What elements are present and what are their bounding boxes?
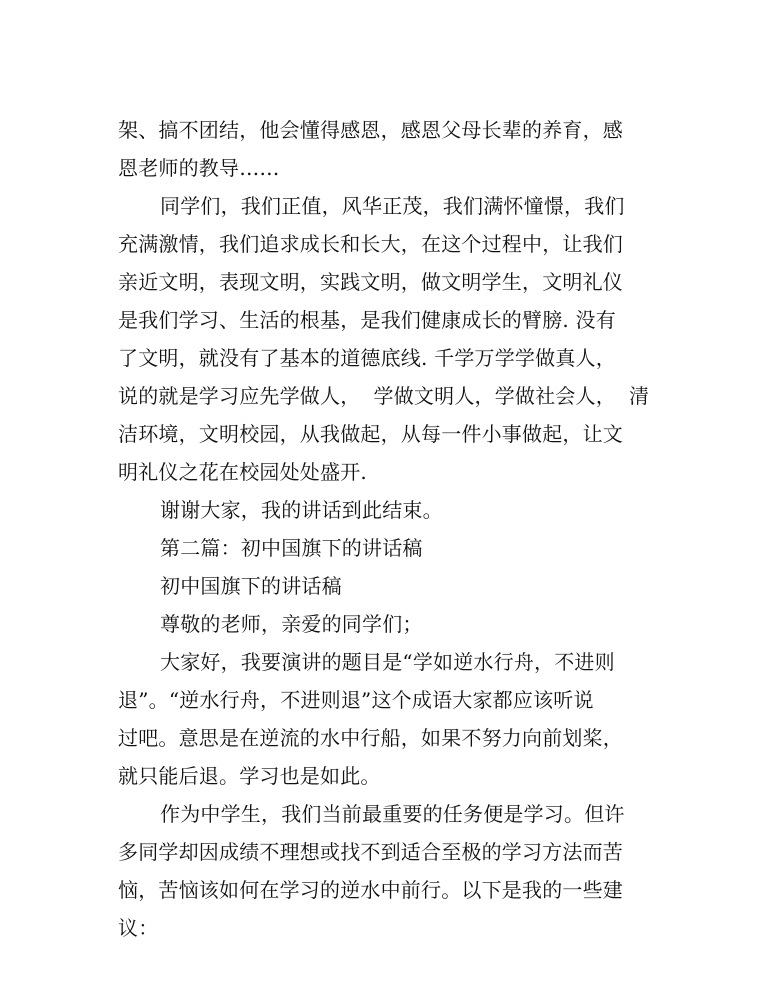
speech-title: 初中国旗下的讲话稿 [160, 574, 342, 598]
text-line: 架、搞不团结，他会懂得感恩，感恩父母长辈的养育，感 [118, 118, 623, 142]
text-line: 充满激情，我们追求成长和长大，在这个过程中，让我们 [118, 232, 623, 256]
section-heading: 第二篇：初中国旗下的讲话稿 [160, 536, 423, 560]
text-line: 洁环境，文明校园，从我做起，从每一件小事做起，让文 [118, 422, 623, 446]
text-line: 就只能后退。学习也是如此。 [118, 764, 381, 788]
text-line: 恼，苦恼该如何在学习的逆水中前行。以下是我的一些建 [118, 878, 623, 902]
text-line: 多同学却因成绩不理想或找不到适合至极的学习方法而苦 [118, 840, 623, 864]
text-line: 过吧。意思是在逆流的水中行船，如果不努力向前划桨， [118, 726, 623, 750]
text-line: 议： [118, 916, 159, 940]
text-line: 是我们学习、生活的根基，是我们健康成长的臂膀. 没有 [118, 308, 616, 332]
text-line: 亲近文明，表现文明，实践文明，做文明学生，文明礼仪 [118, 270, 623, 294]
paragraph-start-line: 作为中学生，我们当前最重要的任务便是学习。但许 [160, 802, 625, 826]
text-line: 说的就是学习应先学做人， 学做文明人，学做社会人， 清 [118, 384, 650, 408]
closing-line: 谢谢大家，我的讲话到此结束。 [160, 498, 443, 522]
text-line: 恩老师的教导…… [118, 156, 280, 180]
text-line: 了文明，就没有了基本的道德底线. 千学万学学做真人， [118, 346, 616, 370]
paragraph-start-line: 大家好，我要演讲的题目是“学如逆水行舟，不进则 [160, 650, 615, 674]
text-line: 退”。“逆水行舟，不进则退”这个成语大家都应该听说 [118, 688, 594, 712]
text-line: 明礼仪之花在校园处处盛开. [118, 460, 367, 484]
salutation: 尊敬的老师，亲爱的同学们； [160, 612, 423, 636]
paragraph-start-line: 同学们，我们正值，风华正茂，我们满怀憧憬，我们 [160, 194, 625, 218]
